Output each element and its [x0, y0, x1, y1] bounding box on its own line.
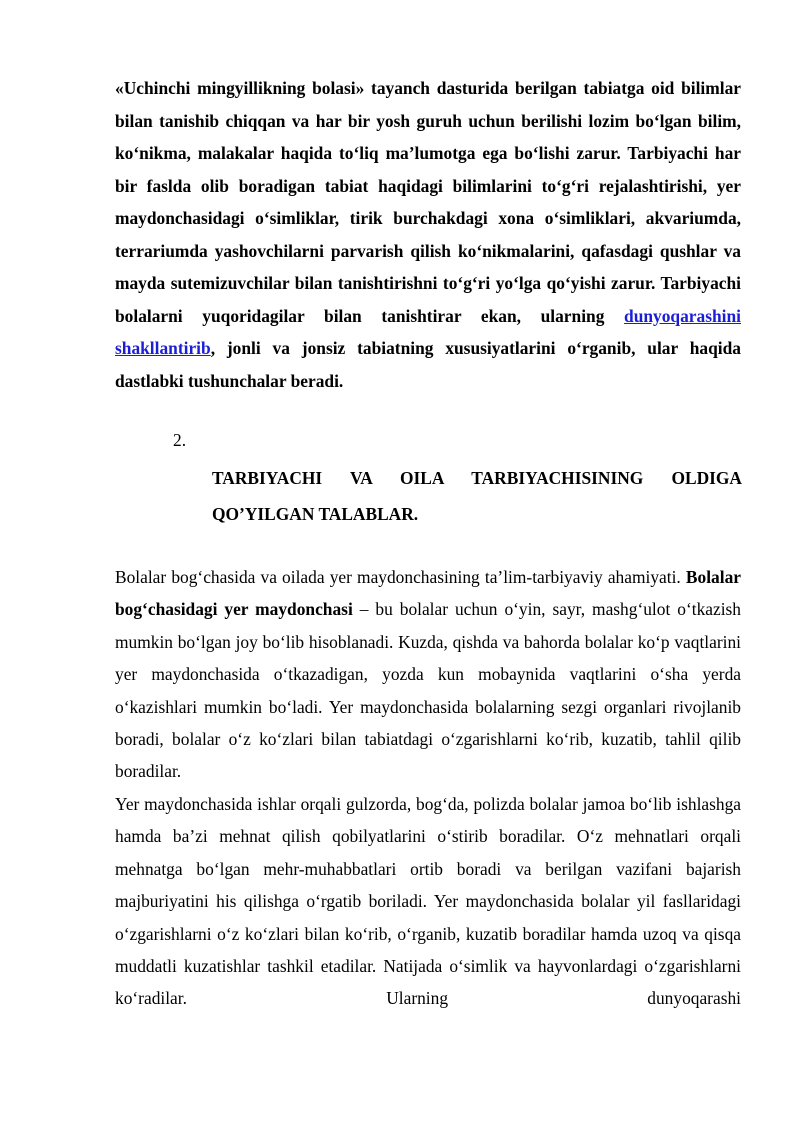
section-number: 2.: [173, 430, 187, 450]
paragraph-1-text-before-link: «Uchinchi mingyillikning bolasi» tayanch dasturida berilgan tabiatga oid bilimlar bilan tanishib chiqqan va har bir yosh guruh uchun berilishi lozim bo‘lgan bilim, ko‘nikma, malakalar haqida to‘liq ma’lumotga ega bo‘lishi zarur. Tarbiyachi har bir faslda olib boradigan tabiat haqidagi bilimlarini to‘g‘ri rejalashtirishi, yer maydonchasidagi o‘simliklar, tirik burchakdagi xona o‘simliklari, akvariumda, terrariumda yashovchilarni parvarish qilish ko‘nikmalarini, qafasdagi qushlar va mayda sutemizuvchilar bilan tanishtirishni to‘g‘ri yo‘lga qo‘yishi zarur. Tarbiyachi bolalarni yuqoridagilar bilan tanishtirar ekan, ularning: [115, 78, 741, 326]
paragraph-2: [115, 561, 741, 788]
paragraph-2-rest: – bu bolalar uchun o‘yin, sayr, mashg‘ulot o‘tkazish mumkin bo‘lgan joy bo‘lib hisoblanadi. Kuzda, qishda va bahorda bolalar ko‘p vaqtlarini yer maydonchasida o‘tkazadigan, yozda kun mobaynida vaqtlarini o‘sha yerda o‘kazishlari mumkin bo‘ladi. Yer maydonchasida bolalarning sezgi organlari rivojlanib boradi, bolalar o‘z ko‘zlari bilan tabiatdagi o‘zgarishlarni ko‘rib, kuzatib, tahlil qilib boradilar.: [115, 599, 741, 782]
worldview-link[interactable]: dunyoqarashini shakllantirib: [115, 305, 741, 358]
section-heading: TARBIYACHI VA OILA TARBIYACHISINING OLDIGA QO’YILGAN TALABLAR.: [212, 468, 742, 524]
paragraph-2-bold-term: Bolalar bog‘chasidagi yer maydonchasi: [115, 567, 741, 620]
paragraph-1: [115, 72, 741, 397]
paragraph-2-intro: Bolalar bog‘chasida va oilada yer maydonchasining ta’lim-tarbiyaviy ahamiyati.: [115, 567, 681, 587]
paragraph-3: Yer maydonchasida ishlar orqali gulzorda, bog‘da, polizda bolalar jamoa bo‘lib ishlashga hamda ba’zi mehnat qilish qobilyatlarini o‘stirib boradilar. O‘z mehnatlari orqali mehnatga bo‘lgan mehr-muhabbatlari ortib boradi va berilgan vazifani bajarish majburiyatini his qilishga o‘rgatib boriladi. Yer maydonchasida bolalar yil fasllaridagi o‘zgarishlarni o‘z ko‘zlari bilan ko‘rib, o‘rganib, kuzatib boradilar hamda uzoq va qisqa muddatli kuzatishlar tashkil etadilar. Natijada o‘simlik va hayvonlardagi o‘zgarishlarni ko‘radilar. Ularning dunyoqarashi: [115, 794, 741, 1009]
paragraph-1-text-after-link: , jonli va jonsiz tabiatning xususiyatlarini o‘rganib, ular haqida dastlabki tushunchalar beradi.: [115, 338, 741, 391]
